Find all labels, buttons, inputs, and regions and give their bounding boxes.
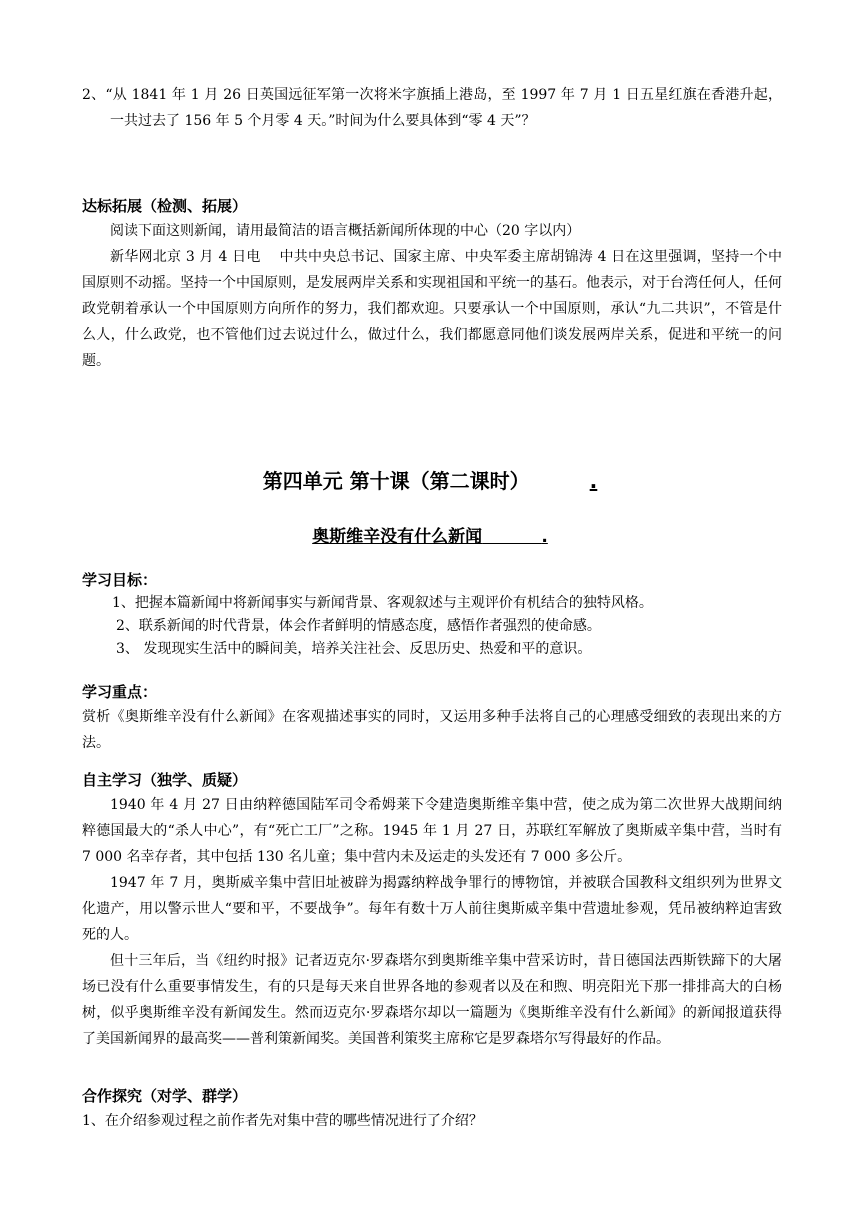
question-2 <box>82 82 782 134</box>
cooperation-section <box>82 1084 782 1134</box>
extension-news: 新华网北京 3 月 4 日电 中共中央总书记、国家主席、中央军委主席胡锦涛 4 日在这里强调，坚持一个中国原则不动摇。坚持一个中国原则，是发展两岸关系和实现祖国和平统一的基石。他表示，对于台湾任何人，任何政党朝着承认一个中国原则方向所作的努力，我们都欢迎。只要承认一个中国原则，承认“九二共识”，不管是什么人，什么政党，也不管他们过去说过什么，做过什么，我们都愿意同他们谈发展两岸关系，促进和平统一的问题。 <box>82 249 782 369</box>
key-points-section <box>82 680 782 756</box>
cooperation-heading: 合作探究（对学、群学） <box>82 1087 248 1105</box>
self-study-heading: 自主学习（独学、质疑） <box>82 771 248 789</box>
cooperation-question-1: 1、在介绍参观过程之前作者先对集中营的哪些情况进行了介绍？ <box>82 1113 483 1129</box>
objectives-heading: 学习目标： <box>82 571 158 589</box>
unit-title-text: 第四单元 第十课（第二课时） <box>262 469 530 493</box>
lesson-title <box>0 522 860 547</box>
objectives-section <box>82 568 782 661</box>
self-study-section <box>82 768 782 1052</box>
key-points-text: 赏析《奥斯维辛没有什么新闻》在客观描述事实的同时，又运用多种手法将自己的心理感受细致的表现出来的方法。 <box>82 709 782 751</box>
extension-heading: 达标拓展（检测、拓展） <box>82 197 248 215</box>
self-study-paragraph: 1940 年 4 月 27 日由纳粹德国陆军司令希姆莱下令建造奥斯维辛集中营，使之成为第二次世界大战期间纳粹德国最大的“杀人中心”，有“死亡工厂”之称。1945 年 1 月 27 日，苏联红军解放了奥斯威辛集中营，当时有 7 000 名幸存者，其中包括 130 名儿童；集中营内未及运走的头发还有 7 000 多公斤。 <box>82 797 782 865</box>
self-study-paragraph: 但十三年后，当《纽约时报》记者迈克尔·罗森塔尔到奥斯维辛集中营采访时，昔日德国法西斯铁蹄下的大屠场已没有什么重要事情发生，有的只是每天来自世界各地的参观者以及在和煦、明亮阳光下那一排排高大的白杨树，似乎奥斯维辛没有新闻发生。然而迈克尔·罗森塔尔却以一篇题为《奥斯维辛没有什么新闻》的新闻报道获得了美国新闻界的最高奖——普利策新闻奖。美国普利策奖主席称它是罗森塔尔写得最好的作品。 <box>82 953 782 1047</box>
objective-item: 1、把握本篇新闻中将新闻事实与新闻背景、客观叙述与主观评价有机结合的独特风格。 <box>112 595 653 611</box>
lesson-title-text: 奥斯维辛没有什么新闻 <box>312 527 483 547</box>
question-2-text: 2、“从 1841 年 1 月 26 日英国远征军第一次将米字旗插上港岛，至 1997 年 7 月 1 日五星红旗在香港升起，一共过去了 156 年 5 个月零 4 天。”时间为什么要具体到“零 4 天”？ <box>82 87 782 129</box>
extension-instruction: 阅读下面这则新闻，请用最简洁的语言概括新闻所体现的中心（20 字以内） <box>110 223 581 239</box>
unit-title <box>0 465 860 494</box>
key-points-heading: 学习重点： <box>82 683 158 701</box>
unit-title-mark: . <box>589 469 598 493</box>
objective-item: 3、 发现现实生活中的瞬间美，培养关注社会、反思历史、热爱和平的意识。 <box>116 641 592 657</box>
lesson-title-mark: . <box>541 527 548 547</box>
objective-item: 2、联系新闻的时代背景，体会作者鲜明的情感态度，感悟作者强烈的使命感。 <box>116 618 601 634</box>
extension-section <box>82 194 782 374</box>
self-study-paragraph: 1947 年 7 月，奥斯威辛集中营旧址被辟为揭露纳粹战争罪行的博物馆，并被联合国教科文组织列为世界文化遗产，用以警示世人“要和平，不要战争”。每年有数十万人前往奥斯威辛集中营遗址参观，凭吊被纳粹迫害致死的人。 <box>82 875 782 943</box>
